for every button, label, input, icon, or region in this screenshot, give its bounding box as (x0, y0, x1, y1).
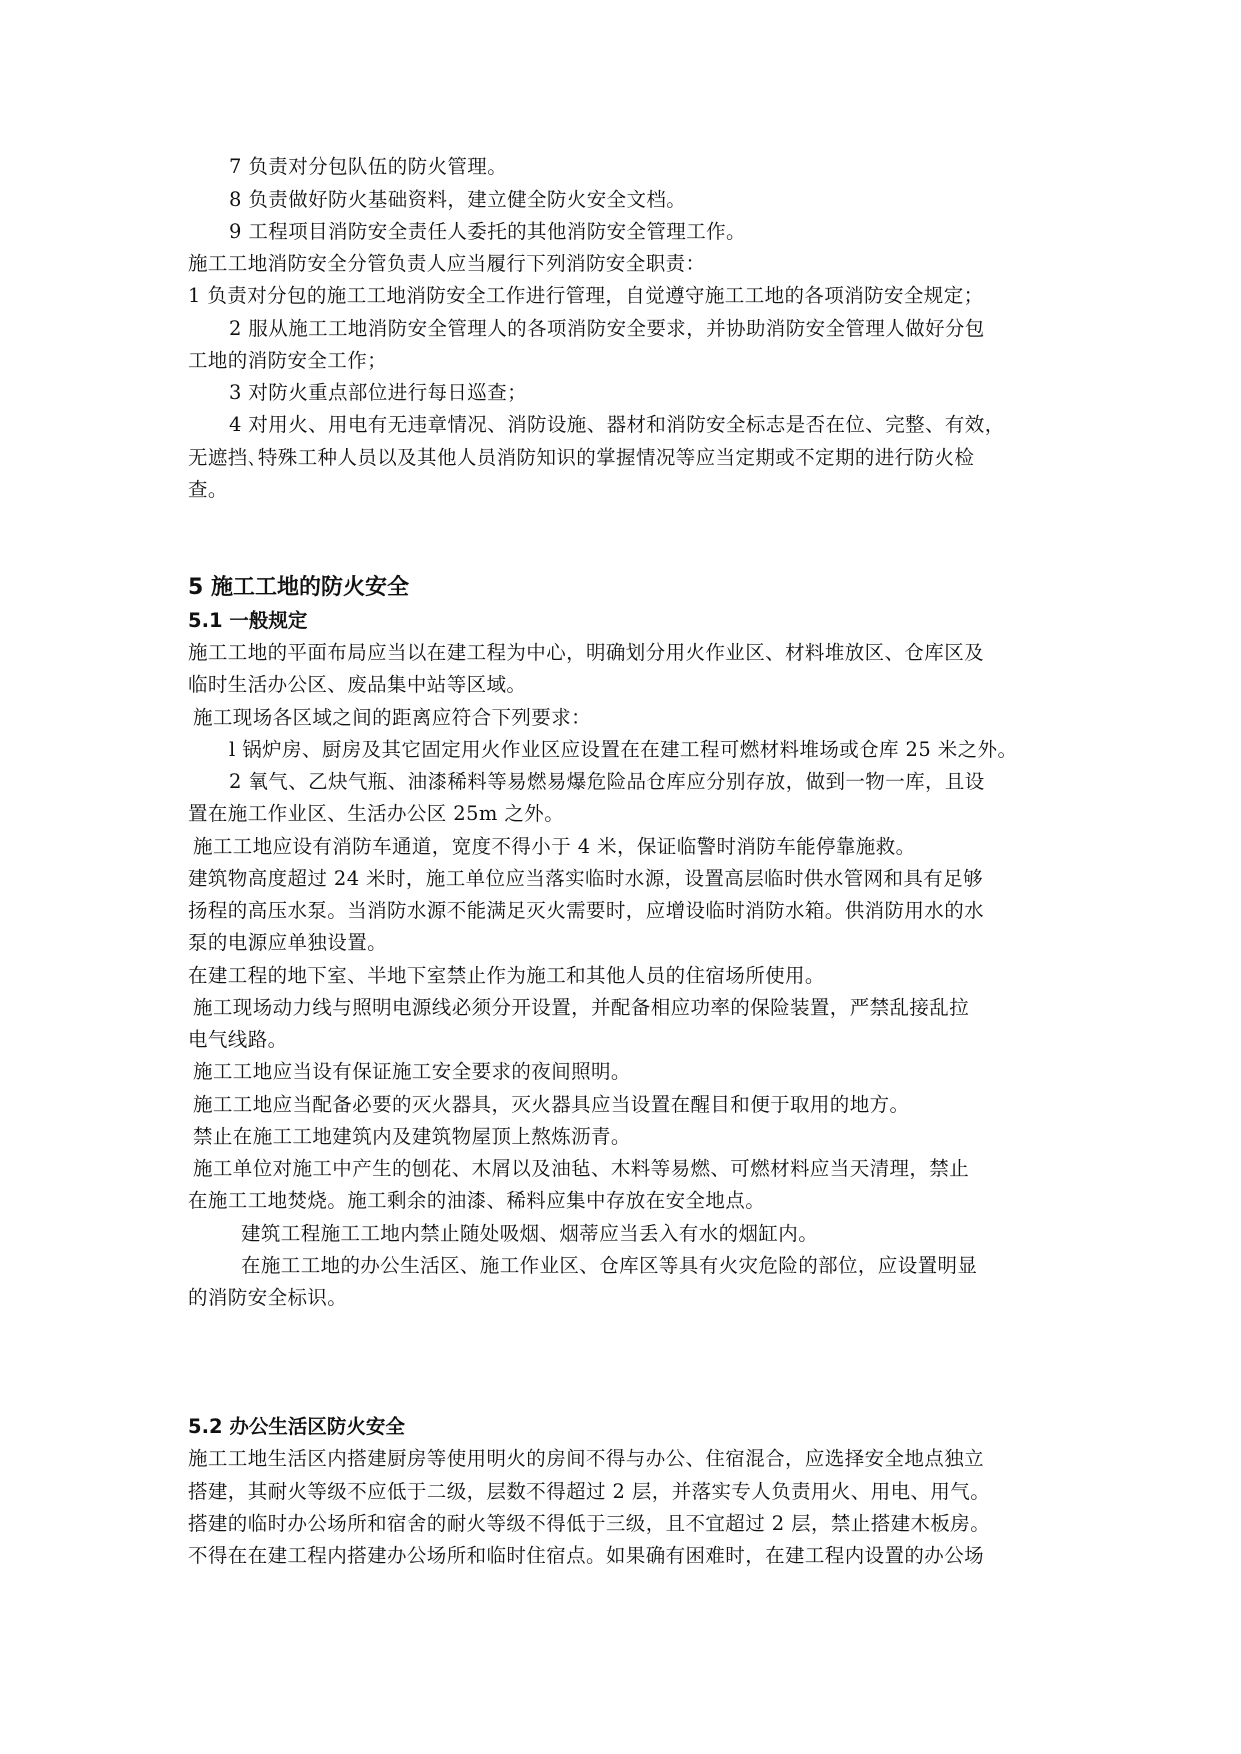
paragraph-line: 施工单位对施工中产生的刨花、木屑以及油毡、木料等易燃、可燃材料应当天清理，禁止 (193, 1157, 970, 1180)
paragraph-line: 施工工地生活区内搭建厨房等使用明火的房间不得与办公、住宿混合，应选择安全地点独立 (188, 1447, 985, 1470)
paragraph-line: 置在施工作业区、生活办公区 25m 之外。 (188, 802, 565, 825)
paragraph-line: 泵的电源应单独设置。 (188, 931, 388, 954)
paragraph-line: 在施工工地的办公生活区、施工作业区、仓库区等具有火灾危险的部位，应设置明显 (241, 1254, 978, 1277)
paragraph-line: 施工工地应设有消防车通道，宽度不得小于 4 米，保证临警时消防车能停靠施救。 (193, 835, 916, 858)
list-item: 3 对防火重点部位进行每日巡查； (229, 381, 528, 404)
paragraph-line: 查。 (188, 478, 228, 501)
list-item: 2 服从施工工地消防安全管理人的各项消防安全要求，并协助消防安全管理人做好分包 (229, 317, 985, 340)
paragraph-line: 电气线路。 (188, 1028, 288, 1051)
section-heading: 5 施工工地的防火安全 (188, 575, 409, 600)
paragraph-line: 建筑工程施工工地内禁止随处吸烟、烟蒂应当丢入有水的烟缸内。 (241, 1222, 819, 1245)
list-item: 1 负责对分包的施工工地消防安全工作进行管理，自觉遵守施工工地的各项消防安全规定； (188, 284, 984, 307)
paragraph-line: 搭建的临时办公场所和宿舍的耐火等级不得低于三级，且不宜超过 2 层，禁止搭建木板房。 (188, 1512, 991, 1535)
paragraph-line: 扬程的高压水泵。当消防水源不能满足灭火需要时，应增设临时消防水箱。供消防用水的水 (188, 899, 985, 922)
list-item: 4 对用火、用电有无违章情况、消防设施、器材和消防安全标志是否在位、完整、有效， (229, 413, 1005, 436)
paragraph-line: 施工工地应当配备必要的灭火器具，灭火器具应当设置在醒目和便于取用的地方。 (193, 1093, 910, 1116)
paragraph-line: 工地的消防安全工作； (188, 349, 388, 372)
subsection-heading: 5.1 一般规定 (188, 609, 308, 632)
paragraph-line: 施工工地应当设有保证施工安全要求的夜间照明。 (193, 1060, 631, 1083)
paragraph-line: 搭建，其耐火等级不应低于二级，层数不得超过 2 层，并落实专人负责用火、用电、用气。 (188, 1480, 991, 1503)
subsection-heading: 5.2 办公生活区防火安全 (188, 1415, 405, 1438)
paragraph-line: 施工工地消防安全分管负责人应当履行下列消防安全职责： (188, 252, 706, 275)
paragraph-line: 施工现场各区域之间的距离应符合下列要求： (193, 706, 592, 729)
paragraph-line: 无遮挡､特殊工种人员以及其他人员消防知识的掌握情况等应当定期或不定期的进行防火检 (188, 446, 975, 469)
paragraph-line: 施工现场动力线与照明电源线必须分开设置，并配备相应功率的保险装置，严禁乱接乱拉 (193, 996, 970, 1019)
paragraph-line: 施工工地的平面布局应当以在建工程为中心，明确划分用火作业区、材料堆放区、仓库区及 (188, 641, 985, 664)
paragraph-line: 禁止在施工工地建筑内及建筑物屋顶上熬炼沥青。 (193, 1125, 631, 1148)
paragraph-line: 临时生活办公区、废品集中站等区域。 (188, 673, 527, 696)
list-item: 8 负责做好防火基础资料，建立健全防火安全文档。 (229, 188, 687, 211)
list-item: l 锅炉房、厨房及其它固定用火作业区应设置在在建工程可燃材料堆场或仓库 25 米之外。 (229, 738, 1018, 761)
list-item: 7 负责对分包队伍的防火管理。 (229, 155, 508, 178)
paragraph-line: 在施工工地焚烧。施工剩余的油漆、稀料应集中存放在安全地点。 (188, 1189, 766, 1212)
list-item: 2 氧气、乙炔气瓶、油漆稀料等易燃易爆危险品仓库应分别存放，做到一物一库，且设 (229, 770, 985, 793)
paragraph-line: 建筑物高度超过 24 米时，施工单位应当落实临时水源，设置高层临时供水管网和具有足够 (188, 867, 984, 890)
paragraph-line: 不得在在建工程内搭建办公场所和临时住宿点。如果确有困难时，在建工程内设置的办公场 (188, 1544, 985, 1567)
paragraph-line: 的消防安全标识。 (188, 1286, 348, 1309)
list-item: 9 工程项目消防安全责任人委托的其他消防安全管理工作。 (229, 220, 746, 243)
paragraph-line: 在建工程的地下室、半地下室禁止作为施工和其他人员的住宿场所使用。 (188, 964, 825, 987)
